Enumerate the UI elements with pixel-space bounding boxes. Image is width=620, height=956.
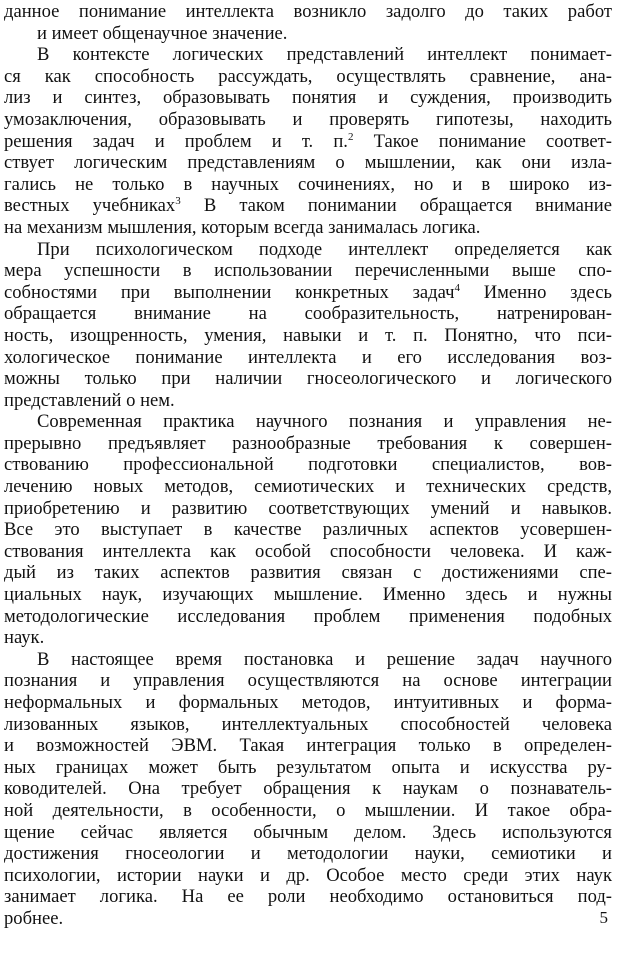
text-line: методологические исследования проблем применения подобных (4, 605, 612, 627)
text-line: наук. (4, 627, 45, 649)
text-line: При психологическом подходе интеллект определяется как (37, 238, 612, 260)
text-segment: вестных учебниках (4, 195, 176, 217)
text-line: можны только при наличии гносеологического и логического (4, 368, 612, 390)
text-line: обращается внимание на сообразительность, натренирован- (4, 303, 612, 325)
text-line: ствования интеллекта как особой способности человека. И каж- (4, 540, 612, 562)
text-line: на механизм мышления, которым всегда занималась логика. (4, 216, 481, 238)
text-line: и имеет общенаучное значение. (37, 22, 288, 44)
text-line: Все это выступает в качестве различных аспектов усовершен- (4, 519, 612, 541)
text-line: гались не только в научных сочинениях, но и в широко из- (4, 173, 612, 195)
text-line: ствует логическим представлениям о мышлении, как они изла- (4, 152, 612, 174)
text-segment: Именно здесь (483, 281, 612, 303)
text-line: мера успешности в использовании перечисленными выше спо- (4, 260, 612, 282)
text-line: ных границах может быть результатом опыта и искусства ру- (4, 756, 612, 778)
text-line (4, 131, 612, 153)
text-line: приобретению и развитию соответствующих умений и навыков. (4, 497, 612, 519)
text-line: лиз и синтез, образовывать понятия и суждения, производить (4, 87, 612, 109)
text-line: дый из таких аспектов развития связан с достижениями спе- (4, 562, 612, 584)
footnote-mark: 2 (347, 130, 354, 143)
text-line: лечению новых методов, семиотических и технических средств, (4, 476, 612, 498)
page-number: 5 (599, 908, 608, 927)
text-line: робнее. (4, 907, 64, 929)
text-line (4, 195, 612, 217)
text-segment: собностями при выполнении конкретных задач (4, 281, 455, 303)
text-line: циальных наук, изучающих мышление. Именно здесь и нужны (4, 584, 612, 606)
footnote-mark: 4 (454, 281, 460, 294)
text-line: занимает логика. На ее роли необходимо остановиться под- (4, 886, 612, 908)
text-line: Современная практика научного познания и управления не- (37, 411, 612, 433)
text-line: В контексте логических представлений интеллект понимает- (37, 44, 612, 66)
text-line: щение сейчас является обычным делом. Здесь используются (4, 821, 612, 843)
body-text (4, 1, 612, 930)
text-line: ствованию профессиональной подготовки специалистов, вов- (4, 454, 612, 476)
text-line: психологии, истории науки и др. Особое место среди этих наук (4, 864, 612, 886)
text-segment: решения задач и проблем и т. п. (4, 130, 348, 152)
text-line: и возможностей ЭВМ. Такая интеграция только в определен- (4, 735, 612, 757)
text-line: познания и управления осуществляются на основе интеграции (4, 670, 612, 692)
text-line: лизованных языков, интеллектуальных способностей человека (4, 713, 612, 735)
text-segment: Такое понимание соответ- (373, 130, 612, 152)
text-line: представлений о нем. (4, 389, 175, 411)
footnote-mark: 3 (175, 195, 181, 208)
text-line: ной деятельности, в особенности, о мышлении. И такое обра- (4, 799, 612, 821)
text-line: ководителей. Она требует обращения к наукам о познаватель- (4, 778, 612, 800)
text-line: прерывно предъявляет разнообразные требования к совершен- (4, 432, 612, 454)
text-line: В настоящее время постановка и решение задач научного (37, 648, 612, 670)
text-line (4, 282, 612, 304)
text-line: умозаключения, образовывать и проверять гипотезы, находить (4, 108, 612, 130)
text-line: ся как способность рассуждать, осуществлять сравнение, ана- (4, 65, 612, 87)
text-line: данное понимание интеллекта возникло задолго до таких работ (4, 1, 612, 22)
text-line: достижения гносеологии и методологии науки, семиотики и (4, 843, 612, 865)
text-line: ность, изощренность, умения, навыки и т. п. Понятно, что пси- (4, 324, 612, 346)
text-segment: В таком понимании обращается внимание (203, 195, 612, 217)
text-line: неформальных и формальных методов, интуитивных и форма- (4, 692, 612, 713)
text-line: хологическое понимание интеллекта и его исследования воз- (4, 346, 612, 368)
